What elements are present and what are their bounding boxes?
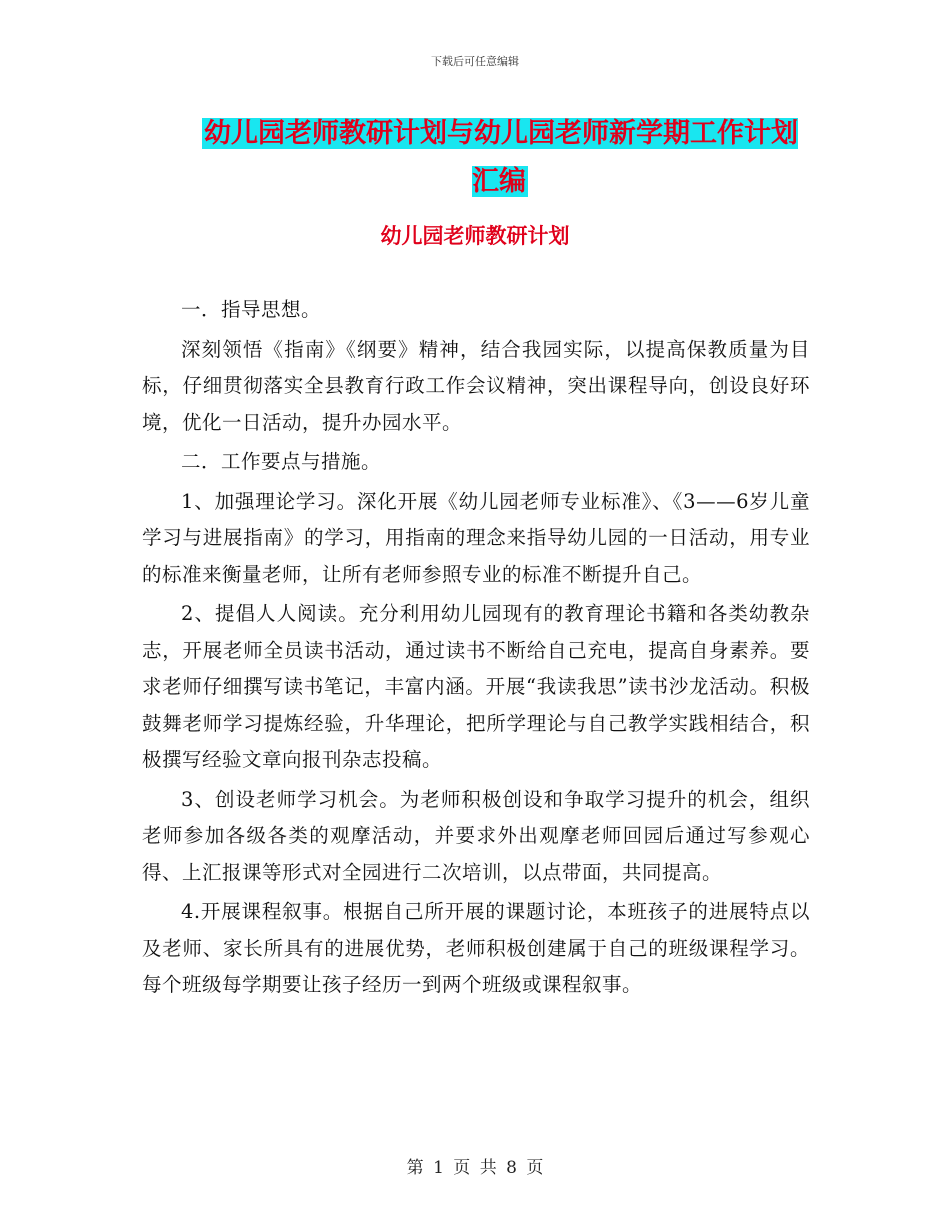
header-note: 下载后可任意编辑 xyxy=(431,55,519,68)
paragraph-measure-3: 3、创设老师学习机会。为老师积极创设和争取学习提升的机会，组织老师参加各级各类的观摩活动，并要求外出观摩老师回园后通过写参观心得、上汇报课等形式对全园进行二次培训，以点带面，共同提高。 xyxy=(142,787,810,884)
paragraph-guiding-content: 深刻领悟《指南》《纲要》精神，结合我园实际，以提高保教质量为目标，仔细贯彻落实全县教育行政工作会议精神，突出课程导向，创设良好环境，优化一日活动，提升办园水平。 xyxy=(142,337,810,434)
paragraph-measures-heading: 二．工作要点与措施。 xyxy=(181,450,382,473)
paragraph-measure-1: 1、加强理论学习。深化开展《幼儿园老师专业标准》、《3——6岁儿童学习与进展指南》的学习，用指南的理念来指导幼儿园的一日活动，用专业的标准来衡量老师，让所有老师参照专业的标准不断提升自己。 xyxy=(142,489,810,586)
page-number: 第 1 页 共 8 页 xyxy=(406,1158,544,1178)
document-title-text: 幼儿园老师教研计划与幼儿园老师新学期工作计划汇编 xyxy=(204,118,798,197)
document-body xyxy=(142,292,810,1007)
paragraph-measure-2: 2、提倡人人阅读。充分利用幼儿园现有的教育理论书籍和各类幼教杂志，开展老师全员读书活动，通过读书不断给自己充电，提高自身素养。要求老师仔细撰写读书笔记，丰富内涵。开展“我读我思”读书沙龙活动。积极鼓舞老师学习提炼经验，升华理论，把所学理论与自己教学实践相结合，积极撰写经验文章向报刊杂志投稿。 xyxy=(142,602,810,771)
section-title: 幼儿园老师教研计划 xyxy=(380,224,570,248)
paragraph-guiding-heading: 一．指导思想。 xyxy=(181,298,322,321)
paragraph-measure-4: 4.开展课程叙事。根据自己所开展的课题讨论，本班孩子的进展特点以及老师、家长所具有的进展优势，老师积极创建属于自己的班级课程学习。每个班级每学期要让孩子经历一到两个班级或课程叙事。 xyxy=(142,900,810,996)
document-title xyxy=(190,110,810,206)
